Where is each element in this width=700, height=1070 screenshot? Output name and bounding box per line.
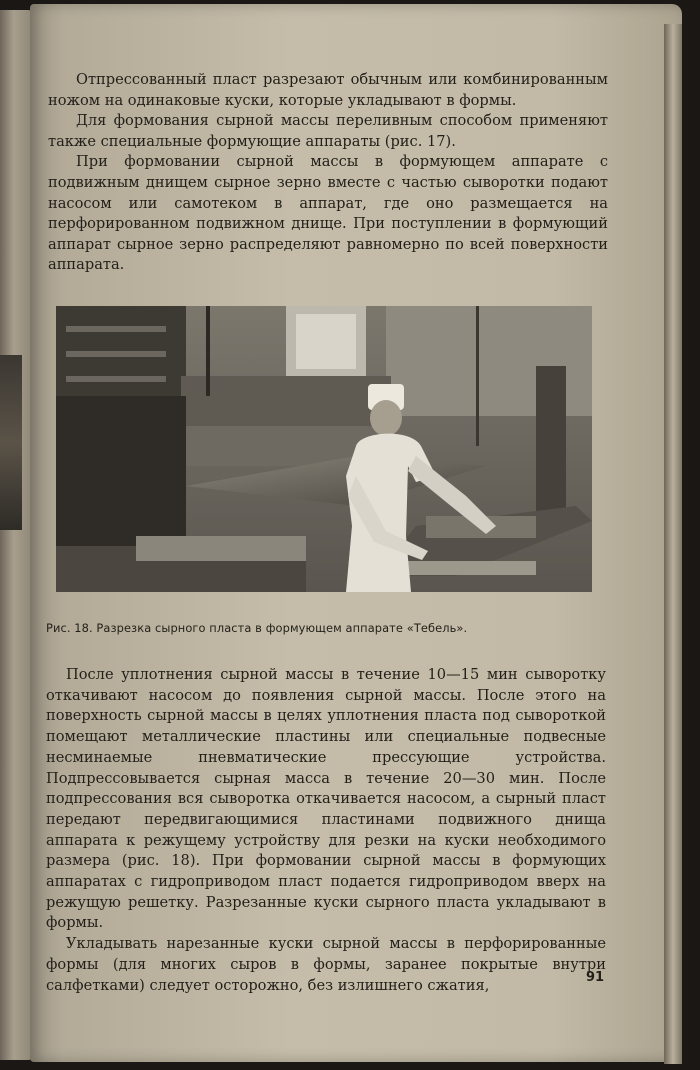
paragraph: При формовании сырной массы в формующем аппарате с подвижным днищем сырное зерно вместе с частью сыворотки подают насосом или самотеком в аппарат, где оно размещается на перфорированном подвижном днище. При поступлении в формующий аппарат сырное зерно распределяют равномерно по всей поверхности аппарата. (48, 153, 608, 274)
paragraph: Укладывать нарезанные куски сырной массы в перфорированные формы (для многих сыров в формы, заранее покрытые внутри салфетками) следует осторожно, без излишнего сжатия, (46, 935, 606, 994)
worker-at-forming-apparatus-photo (56, 306, 592, 592)
paragraph: После уплотнения сырной массы в течение 10—15 мин сыворотку откачивают насосом до появления сырной массы. После этого на поверхность сырной массы в целях уплотнения пласта под сывороткой помещают металлические пластины или специальные подвесные несминаемые пневматические прессующие устройства. Подпрессовывается сырная масса в течение 20—30 мин. После подпрессования вся сыворотка откачивается насосом, а сырный пласт передают передвигающимися пластинами подвижного днища аппарата к режущему устройству для резки на куски необходимого размера (рис. 18). При формовании сырной массы в формующих аппаратах с гидроприводом пласт подается гидроприводом вверх на режущую решетку. Разрезанные куски сырного пласта укладывают в формы. (46, 666, 606, 932)
figure-caption: Рис. 18. Разрезка сырного пласта в формующем аппарате «Тебель». (46, 621, 468, 635)
paragraph: Для формования сырной массы переливным способом применяют также специальные формующие аппараты (рис. 17). (48, 112, 608, 150)
text-block-top (48, 70, 608, 276)
paragraph: Отпрессованный пласт разрезают обычным или комбинированным ножом на одинаковые куски, которые укладывают в формы. (48, 71, 608, 109)
text-block-bottom (46, 665, 606, 996)
page-number: 91 (586, 970, 605, 985)
previous-page-edge (0, 10, 34, 1060)
page-edge (664, 24, 682, 1064)
figure-photo (56, 306, 592, 592)
previous-page-photo-fragment (0, 355, 22, 530)
